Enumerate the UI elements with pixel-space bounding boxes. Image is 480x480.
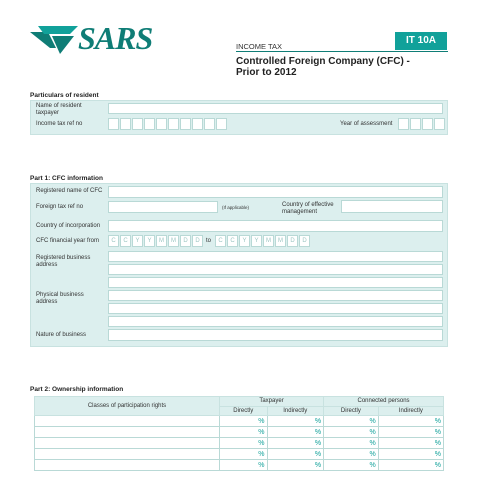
date-cell[interactable]: M xyxy=(156,235,167,247)
taxpayer-header: Taxpayer xyxy=(220,397,324,407)
date-cell[interactable]: C xyxy=(227,235,238,247)
percent-cell[interactable]: % xyxy=(324,449,379,460)
business-address-line-2[interactable] xyxy=(108,264,443,275)
class-cell[interactable] xyxy=(35,427,220,438)
name-of-resident-field[interactable] xyxy=(108,103,443,114)
percent-cell[interactable]: % xyxy=(267,449,324,460)
financial-year-to-cells xyxy=(215,235,310,247)
percent-cell[interactable]: % xyxy=(324,460,379,471)
percent-cell[interactable]: % xyxy=(378,438,443,449)
ownership-table xyxy=(34,396,444,471)
year-cells xyxy=(398,118,445,130)
date-cell[interactable]: D xyxy=(287,235,298,247)
taxpayer-indirectly-header: Indirectly xyxy=(267,406,324,416)
part1-section-title: Part 1: CFC information xyxy=(30,175,103,182)
financial-year-from-cells xyxy=(108,235,203,247)
effective-management-label: Country of effective management xyxy=(282,202,334,215)
business-address-label: Registered business address xyxy=(36,255,91,268)
document-title xyxy=(236,56,436,78)
part2-section-title: Part 2: Ownership information xyxy=(30,386,124,393)
year-cell[interactable] xyxy=(434,118,445,130)
table-row xyxy=(35,416,444,427)
table-row xyxy=(35,460,444,471)
connected-persons-header: Connected persons xyxy=(324,397,444,407)
title-line-1: Controlled Foreign Company (CFC) - xyxy=(236,56,410,67)
effective-management-field[interactable] xyxy=(341,200,443,213)
physical-address-line-2[interactable] xyxy=(108,303,443,314)
percent-cell[interactable]: % xyxy=(220,460,268,471)
percent-cell[interactable]: % xyxy=(267,438,324,449)
physical-address-label: Physical business address xyxy=(36,292,84,305)
date-cell[interactable]: D xyxy=(192,235,203,247)
percent-cell[interactable]: % xyxy=(220,438,268,449)
tax-ref-cell[interactable] xyxy=(132,118,143,130)
date-cell[interactable]: Y xyxy=(239,235,250,247)
year-of-assessment-label: Year of assessment xyxy=(340,121,393,127)
percent-cell[interactable]: % xyxy=(324,416,379,427)
date-cell[interactable]: Y xyxy=(132,235,143,247)
percent-cell[interactable]: % xyxy=(378,460,443,471)
tax-ref-cell[interactable] xyxy=(180,118,191,130)
class-cell[interactable] xyxy=(35,460,220,471)
tax-ref-cell[interactable] xyxy=(216,118,227,130)
date-cell[interactable]: C xyxy=(215,235,226,247)
date-cell[interactable]: M xyxy=(263,235,274,247)
tax-ref-label: Income tax ref no xyxy=(36,121,83,127)
tax-ref-cell[interactable] xyxy=(120,118,131,130)
nature-of-business-field[interactable] xyxy=(108,329,443,341)
incorporation-field[interactable] xyxy=(108,220,443,232)
physical-address-line-3[interactable] xyxy=(108,316,443,327)
foreign-tax-ref-label: Foreign tax ref no xyxy=(36,204,84,210)
registered-name-label: Registered name of CFC xyxy=(36,188,103,194)
sars-logo xyxy=(30,22,170,58)
percent-cell[interactable]: % xyxy=(378,416,443,427)
form-code-badge: IT 10A xyxy=(395,32,447,50)
percent-cell[interactable]: % xyxy=(324,438,379,449)
percent-cell[interactable]: % xyxy=(267,416,324,427)
percent-cell[interactable]: % xyxy=(220,416,268,427)
percent-cell[interactable]: % xyxy=(267,427,324,438)
tax-ref-cells xyxy=(108,118,227,130)
date-cell[interactable]: C xyxy=(120,235,131,247)
financial-year-label: CFC financial year from xyxy=(36,238,100,244)
tax-ref-cell[interactable] xyxy=(144,118,155,130)
percent-cell[interactable]: % xyxy=(378,427,443,438)
tax-ref-cell[interactable] xyxy=(192,118,203,130)
title-line-2: Prior to 2012 xyxy=(236,67,297,78)
tax-ref-cell[interactable] xyxy=(108,118,119,130)
sars-logo-icon xyxy=(30,26,82,56)
date-cell[interactable]: Y xyxy=(144,235,155,247)
table-row xyxy=(35,449,444,460)
percent-cell[interactable]: % xyxy=(220,427,268,438)
class-cell[interactable] xyxy=(35,416,220,427)
name-of-resident-label: Name of resident taxpayer xyxy=(36,103,82,116)
class-cell[interactable] xyxy=(35,449,220,460)
date-cell[interactable]: M xyxy=(168,235,179,247)
tax-ref-cell[interactable] xyxy=(204,118,215,130)
connected-indirectly-header: Indirectly xyxy=(378,406,443,416)
date-cell[interactable]: D xyxy=(299,235,310,247)
business-address-line-1[interactable] xyxy=(108,251,443,262)
foreign-tax-ref-field[interactable] xyxy=(108,201,218,213)
incorporation-label: Country of incorporation xyxy=(36,223,101,229)
connected-directly-header: Directly xyxy=(324,406,379,416)
date-cell[interactable]: M xyxy=(275,235,286,247)
tax-ref-cell[interactable] xyxy=(156,118,167,130)
class-cell[interactable] xyxy=(35,438,220,449)
year-cell[interactable] xyxy=(422,118,433,130)
date-cell[interactable]: D xyxy=(180,235,191,247)
year-cell[interactable] xyxy=(398,118,409,130)
year-cell[interactable] xyxy=(410,118,421,130)
tax-ref-cell[interactable] xyxy=(168,118,179,130)
income-tax-label: INCOME TAX xyxy=(236,42,282,51)
particulars-section-title: Particulars of resident xyxy=(30,92,99,99)
percent-cell[interactable]: % xyxy=(267,460,324,471)
table-row xyxy=(35,427,444,438)
header-divider xyxy=(236,51,448,52)
percent-cell[interactable]: % xyxy=(324,427,379,438)
taxpayer-directly-header: Directly xyxy=(220,406,268,416)
percent-cell[interactable]: % xyxy=(378,449,443,460)
to-label: to xyxy=(206,238,212,244)
business-address-line-3[interactable] xyxy=(108,277,443,288)
physical-address-line-1[interactable] xyxy=(108,290,443,301)
percent-cell[interactable]: % xyxy=(220,449,268,460)
classes-header: Classes of participation rights xyxy=(35,397,220,416)
table-row xyxy=(35,438,444,449)
date-cell[interactable]: C xyxy=(108,235,119,247)
if-applicable-note: (If applicable) xyxy=(222,205,250,210)
date-cell[interactable]: Y xyxy=(251,235,262,247)
logo-text: SARS xyxy=(78,20,153,56)
registered-name-field[interactable] xyxy=(108,186,443,198)
nature-of-business-label: Nature of business xyxy=(36,332,87,338)
